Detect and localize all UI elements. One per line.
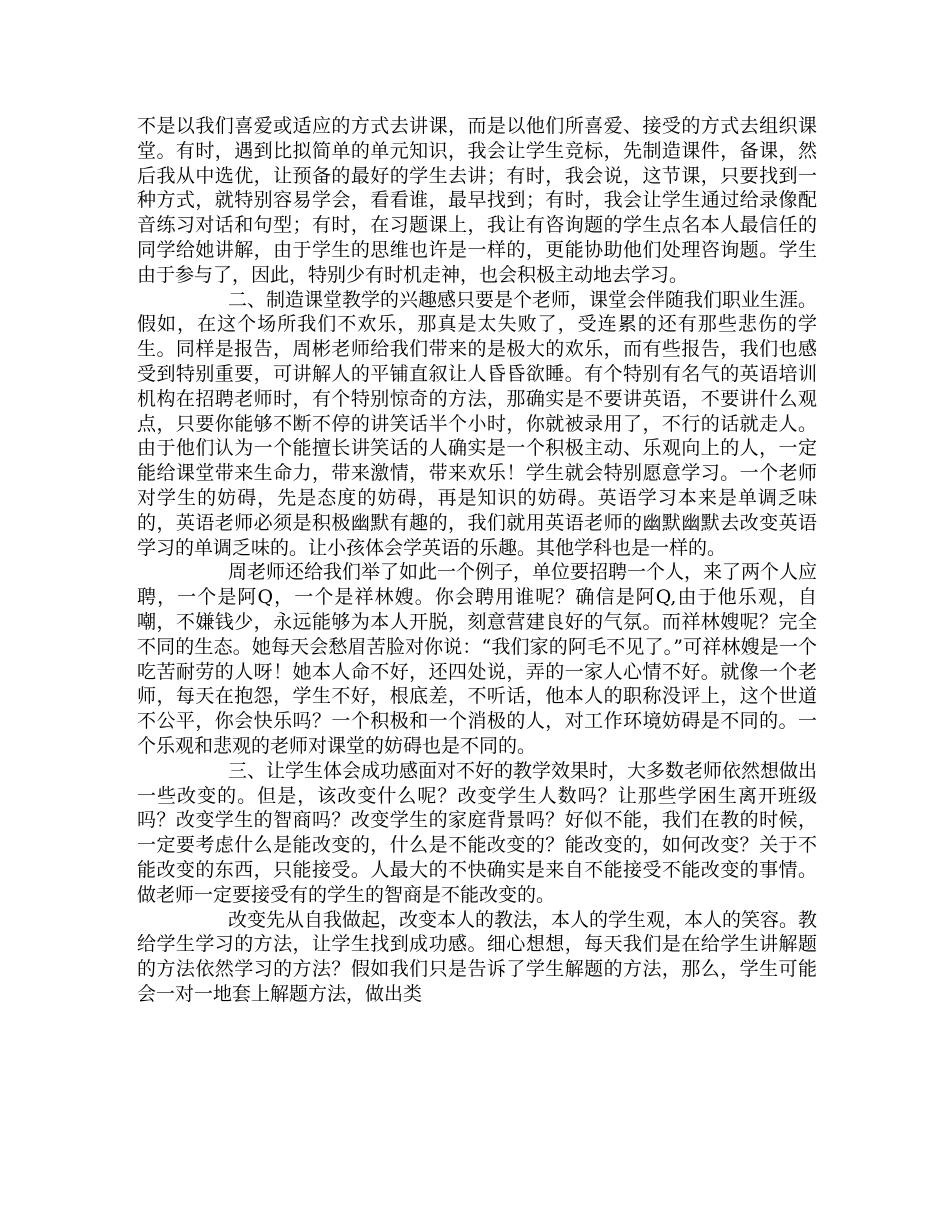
paragraph-4: 三、让学生体会成功感面对不好的教学效果时，大多数老师依然想做出一些改变的。但是，该改变什么呢？改变学生人数吗？让那些学困生离开班级吗？改变学生的智商吗？改变学生的家庭背景吗？好似不能，我们在教的时候，一定要考虑什么是能改变的，什么是不能改变的？能改变的，如何改变？关于不能改变的东西，只能接受。人最大的不快确实是来自不能接受不能改变的事情。做老师一定要接受有的学生的智商是不能改变的。	[137, 759, 818, 906]
document-body	[137, 114, 817, 1007]
paragraph-3: 周老师还给我们举了如此一个例子，单位要招聘一个人，来了两个人应聘，一个是阿Q，一个是祥林嫂。你会聘用谁呢？确信是阿Q,由于他乐观，自嘲，不嫌钱少，永远能够为本人开脱，刻意营建良好的气氛。而祥林嫂呢？完全不同的生态。她每天会愁眉苦脸对你说：“我们家的阿毛不见了。”可祥林嫂是一个吃苦耐劳的人呀！她本人命不好，还四处说，弄的一家人心情不好。就像一个老师，每天在抱怨，学生不好，根底差，不听话，他本人的职称没评上，这个世道不公平，你会快乐吗？一个积极和一个消极的人，对工作环境妨碍是不同的。一个乐观和悲观的老师对课堂的妨碍也是不同的。	[137, 561, 818, 757]
paragraph-2: 二、制造课堂教学的兴趣感只要是个老师，课堂会伴随我们职业生涯。假如，在这个场所我们不欢乐，那真是太失败了，受连累的还有那些悲伤的学生。同样是报告，周彬老师给我们带来的是极大的欢乐，而有些报告，我们也感受到特别重要，可讲解人的平铺直叙让人昏昏欲睡。有个特别有名气的英语培训机构在招聘老师时，有个特别惊奇的方法，那确实是不要讲英语，不要讲什么观点，只要你能够不断不停的讲笑话半个小时，你就被录用了，不行的话就走人。由于他们认为一个能擅长讲笑话的人确实是一个积极主动、乐观向上的人，一定能给课堂带来生命力，带来激情，带来欢乐！学生就会特别愿意学习。一个老师对学生的妨碍，先是态度的妨碍，再是知识的妨碍。英语学习本来是单调乏味的，英语老师必须是积极幽默有趣的，我们就用英语老师的幽默幽默去改变英语学习的单调乏味的。让小孩体会学英语的乐趣。其他学科也是一样的。	[137, 288, 818, 559]
paragraph-1: 不是以我们喜爱或适应的方式去讲课，而是以他们所喜爱、接受的方式去组织课堂。有时，遇到比拟简单的单元知识，我会让学生竞标，先制造课件，备课，然后我从中选优，让预备的最好的学生去讲；有时，我会说，这节课，只要找到一种方式，就特别容易学会，看看谁，最早找到；有时，我会让学生通过给录像配音练习对话和句型；有时，在习题课上，我让有咨询题的学生点名本人最信任的同学给她讲解，由于学生的思维也许是一样的，更能协助他们处理咨询题。学生由于参与了，因此，特别少有时机走神，也会积极主动地去学习。	[137, 115, 817, 286]
paragraph-5: 改变先从自我做起，改变本人的教法，本人的学生观，本人的笑容。教给学生学习的方法，让学生找到成功感。细心想想，每天我们是在给学生讲解题的方法依然学习的方法？假如我们只是告诉了学生解题的方法，那么，学生可能会一对一地套上解题方法，做出类	[137, 908, 818, 1005]
